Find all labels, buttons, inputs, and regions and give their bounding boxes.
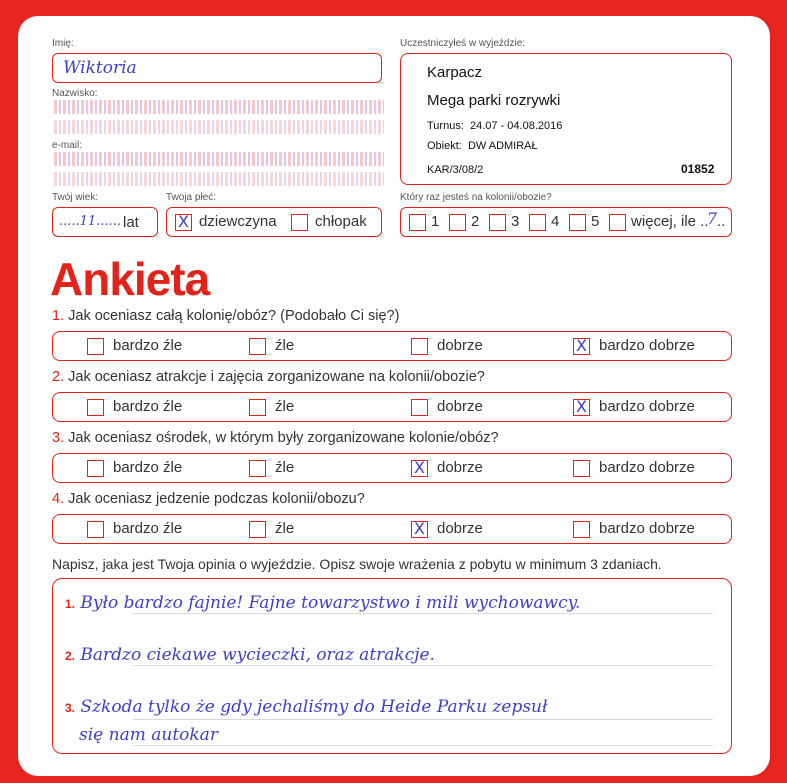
- answer-label: bardzo źle: [113, 398, 183, 415]
- gender-label: Twoja płeć:: [166, 192, 217, 203]
- times-4-checkbox[interactable]: [529, 214, 546, 231]
- trip-info-box: [400, 53, 732, 185]
- opinion-line-1: [133, 613, 713, 614]
- answer-label: dobrze: [437, 520, 483, 537]
- surname-label: Nazwisko:: [52, 88, 98, 99]
- answer-checkbox[interactable]: [249, 338, 266, 355]
- name-label: Imię:: [52, 38, 74, 49]
- answer-checkbox[interactable]: [249, 521, 266, 538]
- times-4-label: 4: [551, 213, 560, 230]
- age-label: Twój wiek:: [52, 192, 99, 203]
- opinion-prompt: Napisz, jaka jest Twoja opinia o wyjeździe. Opisz swoje wrażenia z pobytu w minimum 3 zdaniach.: [52, 556, 662, 572]
- trip-code: KAR/3/08/2: [427, 164, 484, 176]
- gender-female-checkbox[interactable]: [175, 214, 192, 231]
- opinion-sentence-3: [65, 697, 548, 717]
- email-redacted: [54, 152, 384, 166]
- opinion-box[interactable]: [52, 578, 732, 754]
- answer-label: źle: [275, 398, 295, 415]
- gender-field: [166, 207, 382, 237]
- question-number: 1.: [52, 308, 65, 324]
- trip-obiekt: Obiekt: DW ADMIRAŁ: [427, 140, 538, 152]
- answer-checkbox[interactable]: [573, 399, 590, 416]
- opinion-text-3: Szkoda tylko że gdy jechaliśmy do Heide Parku zepsuł: [80, 697, 548, 717]
- times-1-label: 1: [431, 213, 440, 230]
- answer-label: dobrze: [437, 337, 483, 354]
- times-5-label: 5: [591, 213, 600, 230]
- gender-female-mark: X: [178, 212, 189, 231]
- question-4: [52, 491, 365, 507]
- question-text: Jak oceniasz całą kolonię/obóz? (Podobało Ci się?): [68, 308, 400, 324]
- answer-checkbox[interactable]: [249, 460, 266, 477]
- email-label: e-mail:: [52, 140, 83, 151]
- gender-female-label: dziewczyna: [199, 213, 277, 230]
- answer-checkbox[interactable]: [411, 460, 428, 477]
- answer-checkbox[interactable]: [573, 521, 590, 538]
- name-field[interactable]: [52, 53, 382, 83]
- question-1: [52, 308, 399, 324]
- answer-label: bardzo źle: [113, 459, 183, 476]
- answer-checkbox[interactable]: [411, 338, 428, 355]
- opinion-sentence-4: [79, 725, 218, 745]
- question-4-answers: [52, 514, 732, 544]
- answer-mark: X: [576, 397, 587, 416]
- answer-label: bardzo dobrze: [599, 520, 695, 537]
- answer-label: źle: [275, 459, 295, 476]
- age-field[interactable]: [52, 207, 158, 237]
- question-1-answers: [52, 331, 732, 361]
- trip-number: 01852: [681, 162, 715, 176]
- answer-label: bardzo źle: [113, 520, 183, 537]
- trip-place: Karpacz: [427, 64, 483, 81]
- answer-checkbox[interactable]: [87, 338, 104, 355]
- age-value: .....11......: [59, 214, 121, 229]
- answer-label: dobrze: [437, 459, 483, 476]
- times-more-checkbox[interactable]: [609, 214, 626, 231]
- opinion-line-2: [133, 665, 713, 666]
- answer-label: bardzo dobrze: [599, 398, 695, 415]
- answer-label: źle: [275, 337, 295, 354]
- opinion-text-4: się nam autokar: [79, 725, 218, 745]
- opinion-sentence-2: [65, 645, 435, 665]
- answer-checkbox[interactable]: [87, 399, 104, 416]
- answer-mark: X: [414, 519, 425, 538]
- age-unit: lat: [123, 214, 139, 231]
- opinion-number-2: 2.: [65, 649, 76, 663]
- question-3-answers: [52, 453, 732, 483]
- opinion-sentence-1: [65, 593, 580, 613]
- answer-mark: X: [576, 336, 587, 355]
- times-2-label: 2: [471, 213, 480, 230]
- answer-label: bardzo dobrze: [599, 337, 695, 354]
- answer-label: dobrze: [437, 398, 483, 415]
- trip-title: Mega parki rozrywki: [427, 92, 561, 109]
- question-text: Jak oceniasz atrakcje i zajęcia zorganizowane na kolonii/obozie?: [68, 369, 485, 385]
- question-2-answers: [52, 392, 732, 422]
- gender-male-checkbox[interactable]: [291, 214, 308, 231]
- name-value: Wiktoria: [63, 58, 137, 78]
- times-2-checkbox[interactable]: [449, 214, 466, 231]
- opinion-number-1: 1.: [65, 597, 76, 611]
- opinion-text-1: Było bardzo fajnie! Fajne towarzystwo i mili wychowawcy.: [80, 593, 581, 613]
- answer-mark: X: [414, 458, 425, 477]
- survey-heading: Ankieta: [50, 253, 210, 305]
- times-more-value: 7: [707, 209, 718, 228]
- times-5-checkbox[interactable]: [569, 214, 586, 231]
- answer-checkbox[interactable]: [87, 460, 104, 477]
- question-text: Jak oceniasz jedzenie podczas kolonii/obozu?: [68, 491, 365, 507]
- surname-redacted-2: [54, 120, 384, 134]
- email-redacted-2: [54, 172, 384, 186]
- question-2: [52, 369, 485, 385]
- opinion-number-3: 3.: [65, 701, 76, 715]
- answer-checkbox[interactable]: [411, 399, 428, 416]
- trip-label: Uczestniczyłeś w wyjeździe:: [400, 38, 526, 49]
- times-3-label: 3: [511, 213, 520, 230]
- answer-label: bardzo źle: [113, 337, 183, 354]
- surname-redacted: [54, 100, 384, 114]
- times-3-checkbox[interactable]: [489, 214, 506, 231]
- question-number: 4.: [52, 491, 65, 507]
- times-field: [400, 207, 732, 237]
- opinion-line-3: [133, 719, 713, 720]
- gender-male-label: chłopak: [315, 213, 367, 230]
- times-more-dots: ..: [717, 213, 726, 230]
- answer-checkbox[interactable]: [573, 460, 590, 477]
- question-3: [52, 430, 499, 446]
- answer-label: źle: [275, 520, 295, 537]
- answer-checkbox[interactable]: [573, 338, 590, 355]
- trip-turnus: Turnus: 24.07 - 04.08.2016: [427, 120, 563, 132]
- survey-sheet: [18, 16, 770, 776]
- question-number: 2.: [52, 369, 65, 385]
- times-1-checkbox[interactable]: [409, 214, 426, 231]
- times-more-label: więcej, ile ..: [631, 213, 709, 230]
- answer-checkbox[interactable]: [87, 521, 104, 538]
- answer-checkbox[interactable]: [411, 521, 428, 538]
- opinion-line-4: [133, 745, 713, 746]
- times-label: Który raz jesteś na kolonii/obozie?: [400, 192, 552, 203]
- question-text: Jak oceniasz ośrodek, w którym były zorganizowane kolonie/obóz?: [68, 430, 499, 446]
- question-number: 3.: [52, 430, 65, 446]
- answer-label: bardzo dobrze: [599, 459, 695, 476]
- answer-checkbox[interactable]: [249, 399, 266, 416]
- opinion-text-2: Bardzo ciekawe wycieczki, oraz atrakcje.: [80, 645, 435, 665]
